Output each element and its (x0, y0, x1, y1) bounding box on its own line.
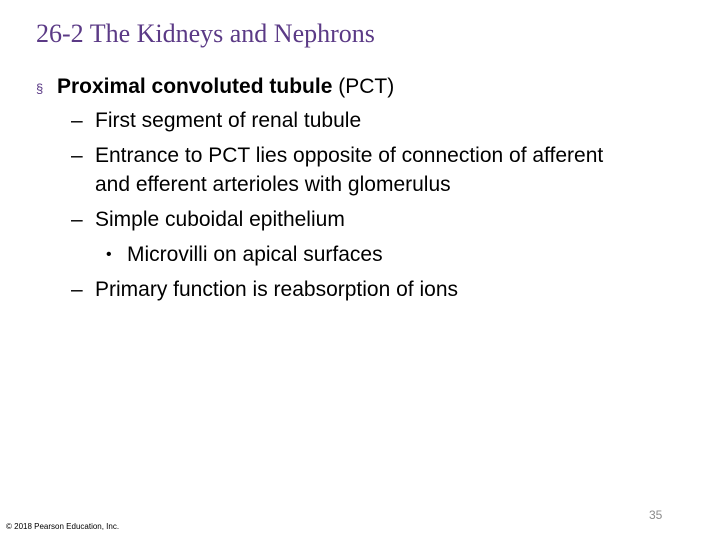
dash-bullet-icon: – (71, 208, 83, 231)
dash-bullet-icon: – (71, 144, 83, 167)
page-number: 35 (649, 508, 663, 522)
sub-bullet-continuation: and efferent arterioles with glomerulus (95, 173, 451, 196)
sub-bullet-text: First segment of renal tubule (95, 109, 362, 132)
slide-title: 26-2 The Kidneys and Nephrons (36, 19, 375, 48)
dot-bullet-icon: • (106, 246, 112, 263)
sub-bullet-text: Simple cuboidal epithelium (95, 208, 345, 231)
bullet-plain-text: (PCT) (332, 75, 395, 98)
sub-bullet-text: Primary function is reabsorption of ions (95, 278, 458, 301)
sub-sub-bullet-text: Microvilli on apical surfaces (127, 243, 383, 266)
copyright-notice: © 2018 Pearson Education, Inc. (6, 522, 120, 531)
section-bullet-icon: § (36, 81, 44, 96)
dash-bullet-icon: – (71, 109, 83, 132)
dash-bullet-icon: – (71, 278, 83, 301)
bullet-text (57, 74, 394, 100)
bullet-bold-text: Proximal convoluted tubule (57, 75, 333, 98)
sub-bullet-text: Entrance to PCT lies opposite of connection of afferent (95, 144, 604, 167)
